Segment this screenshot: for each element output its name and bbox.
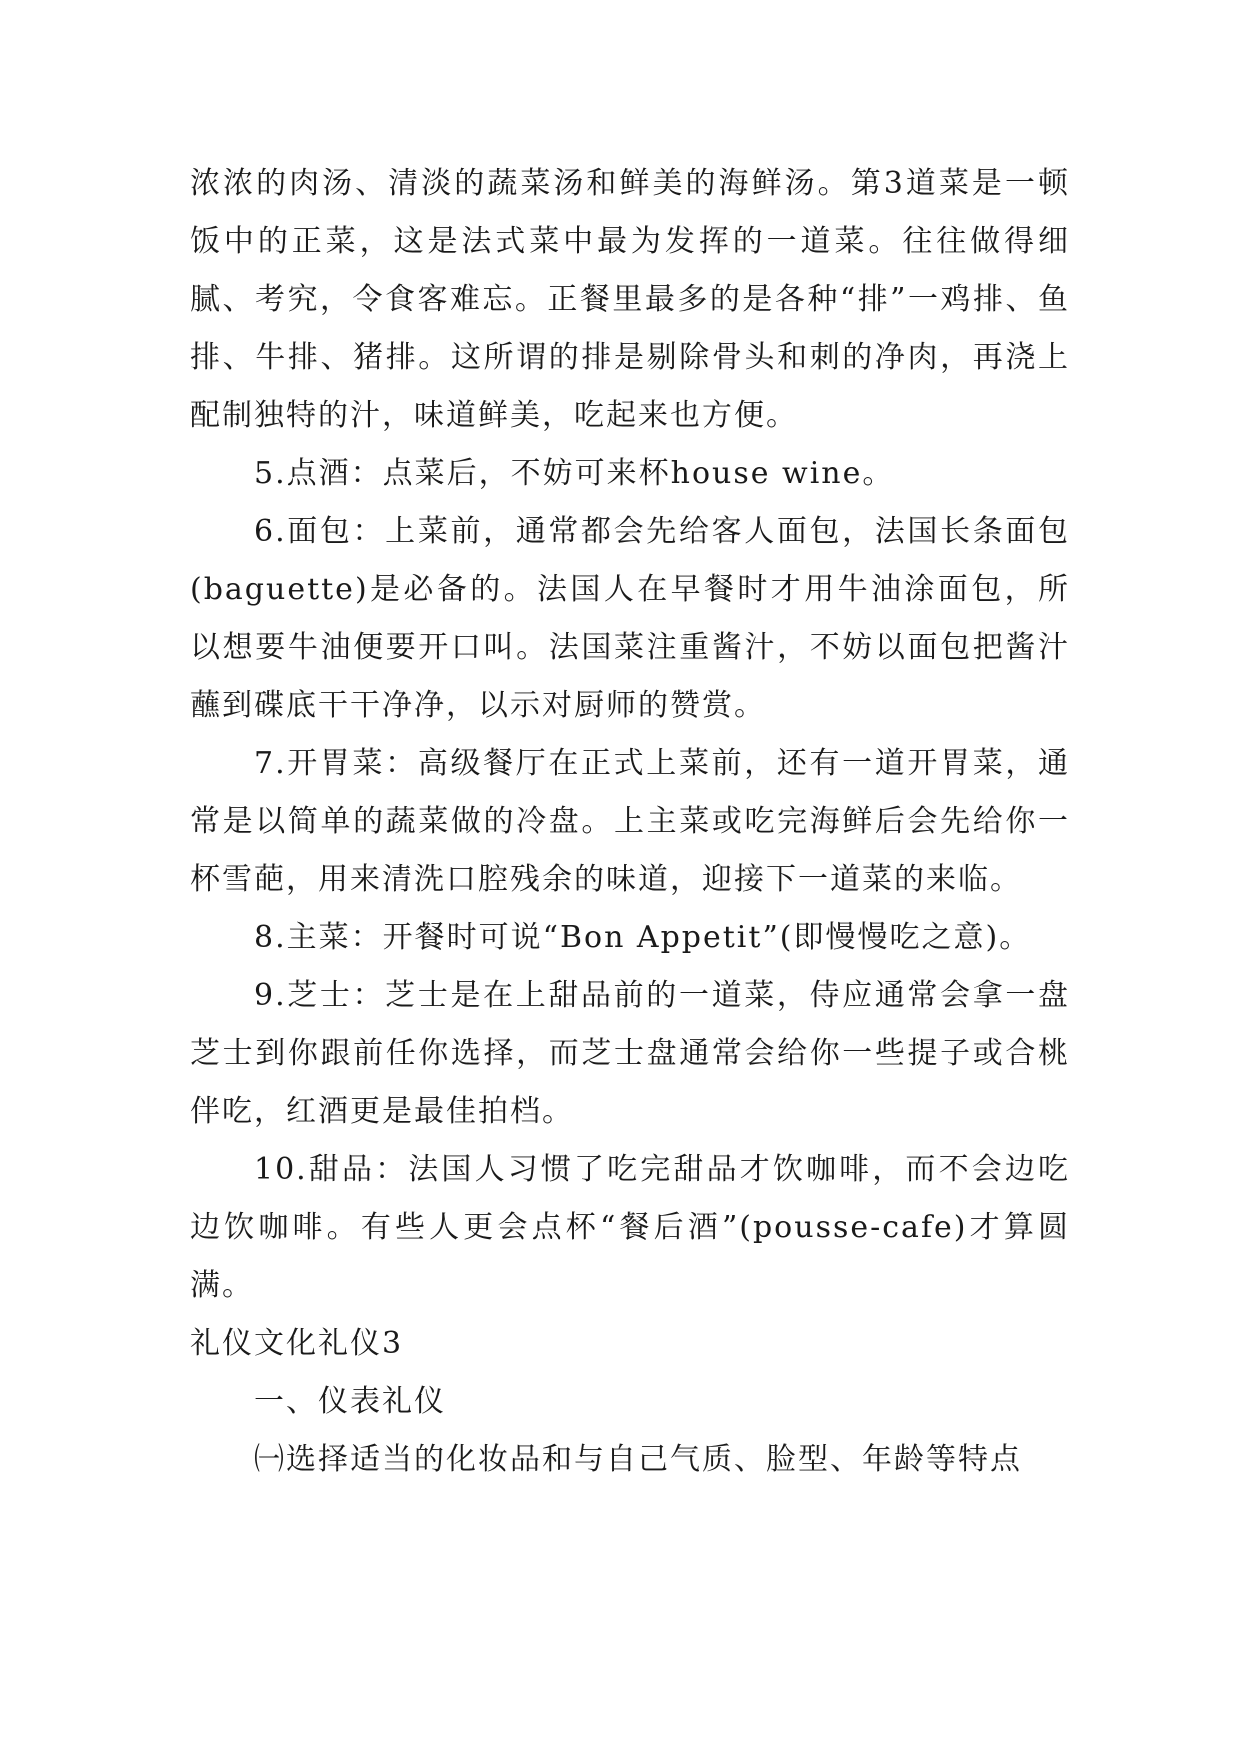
section-title: 礼仪文化礼仪3 — [190, 1326, 404, 1361]
document-body — [190, 155, 1070, 1489]
paragraph-main-course: 浓浓的肉汤、清淡的蔬菜汤和鲜美的海鲜汤。第3道菜是一顿饭中的正菜，这是法式菜中最为发挥的一道菜。往往做得细腻、考究，令食客难忘。正餐里最多的是各种“排”一鸡排、鱼排、牛排、猪排。这所谓的排是剔除骨头和刺的净肉，再浇上配制独特的汁，味道鲜美，吃起来也方便。 — [190, 166, 1070, 433]
paragraph-cosmetics: ㈠选择适当的化妆品和与自己气质、脸型、年龄等特点 — [254, 1442, 1022, 1477]
paragraph-item-10-dessert: 10.甜品：法国人习惯了吃完甜品才饮咖啡，而不会边吃边饮咖啡。有些人更会点杯“餐后酒”(pousse-cafe)才算圆满。 — [190, 1152, 1070, 1303]
paragraph-item-9-cheese: 9.芝士：芝士是在上甜品前的一道菜，侍应通常会拿一盘芝士到你跟前任你选择，而芝士盘通常会给你一些提子或合桃伴吃，红酒更是最佳拍档。 — [190, 978, 1070, 1129]
paragraph-item-6-bread: 6.面包：上菜前，通常都会先给客人面包，法国长条面包(baguette)是必备的。法国人在早餐时才用牛油涂面包，所以想要牛油便要开口叫。法国菜注重酱汁，不妨以面包把酱汁蘸到碟底干干净净，以示对厨师的赞赏。 — [190, 514, 1070, 723]
paragraph-item-8-main-dish: 8.主菜：开餐时可说“Bon Appetit”(即慢慢吃之意)。 — [254, 920, 1032, 955]
subsection-title: 一、仪表礼仪 — [254, 1384, 446, 1419]
paragraph-item-5-wine: 5.点酒：点菜后，不妨可来杯house wine。 — [254, 456, 895, 491]
paragraph-item-7-appetizer: 7.开胃菜：高级餐厅在正式上菜前，还有一道开胃菜，通常是以简单的蔬菜做的冷盘。上主菜或吃完海鲜后会先给你一杯雪葩，用来清洗口腔残余的味道，迎接下一道菜的来临。 — [190, 746, 1070, 897]
